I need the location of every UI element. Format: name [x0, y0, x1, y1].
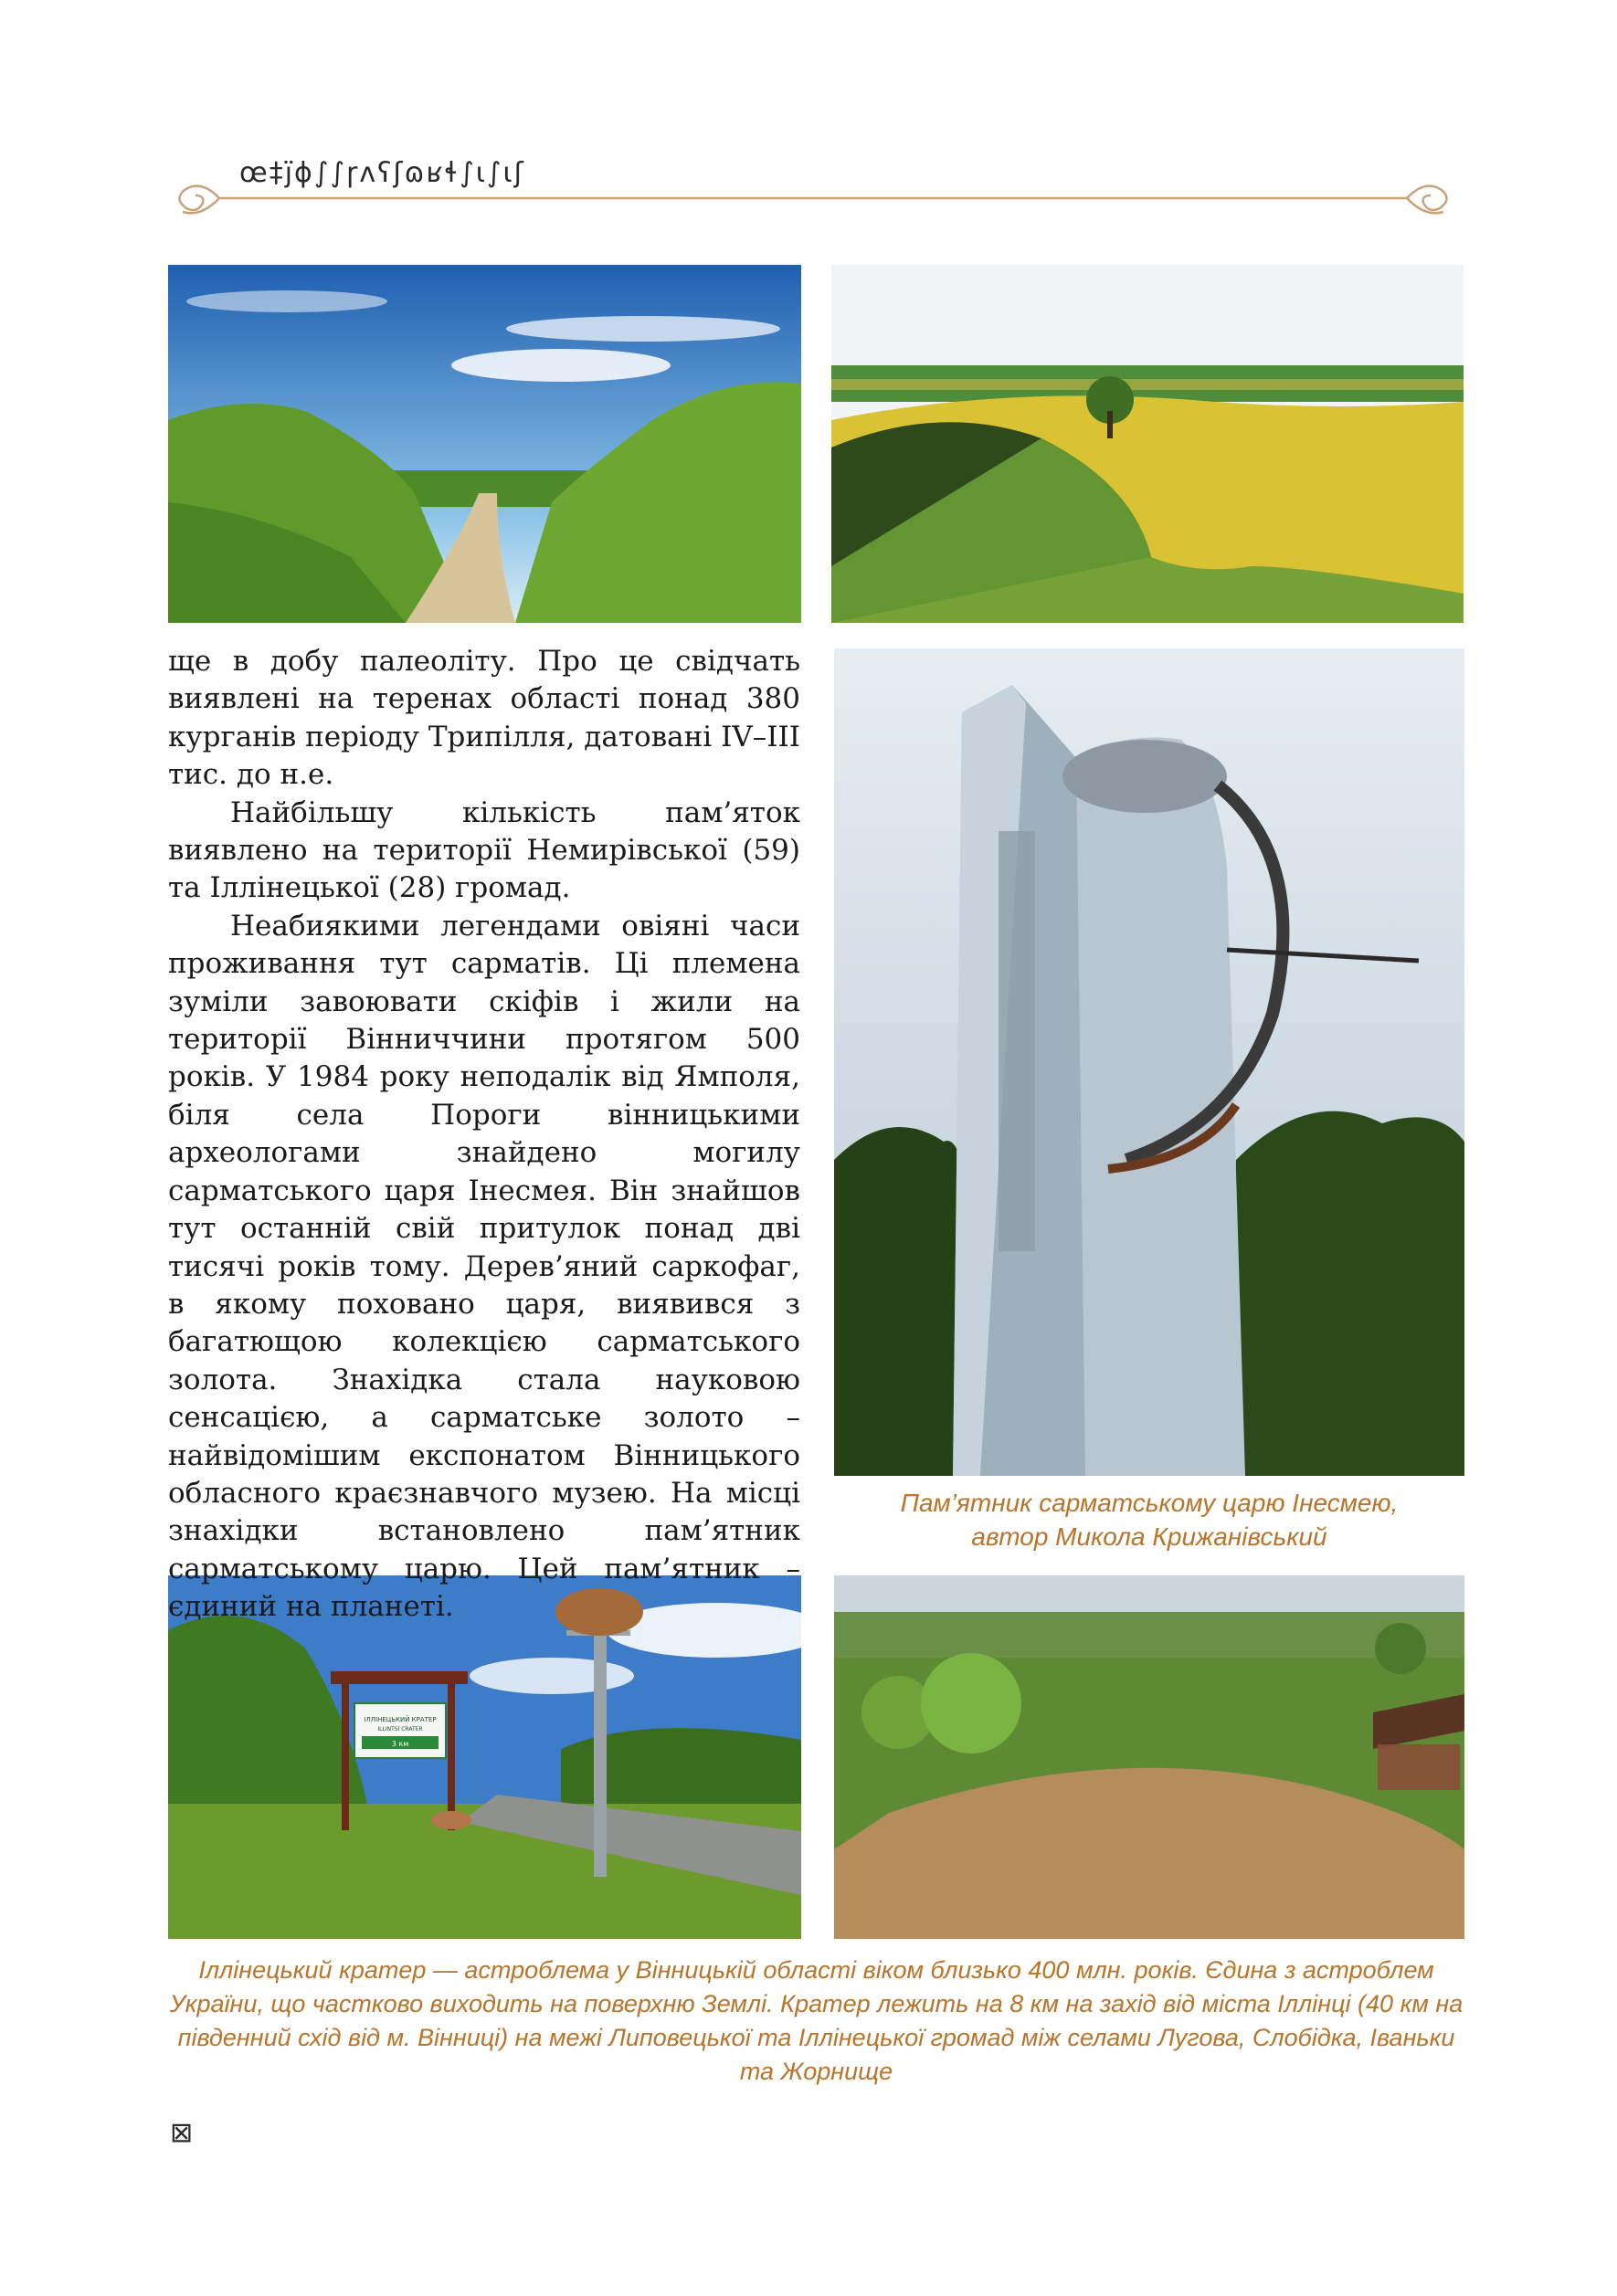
article-paragraph-1: ще в добу палеоліту. Про це свідчать виявлені на теренах області понад 380 курганів періоду Трипілля, датовані IV–III тис. до н.е.: [168, 645, 800, 792]
photo-crater: [834, 1575, 1464, 1939]
sign-line1: ІЛЛІНЕЦЬКИЙ КРАТЕР: [364, 1716, 437, 1723]
article-paragraph-2: Найбільшу кількість пам’яток виявлено на території Немирівської (59) та Іллінецької (28) громад.: [168, 795, 800, 905]
monument-caption: [834, 1486, 1464, 1553]
page-number: ⊠: [170, 2117, 194, 2149]
article-text: [168, 643, 800, 1627]
photo-monument: [834, 648, 1464, 1476]
monument-caption-line2: автор Микола Крижанівський: [971, 1522, 1327, 1551]
photo-crater-sign: [168, 1575, 801, 1939]
running-header: œ‡j̈ɸ∫∫ɼʌʕʃɷʁɬ∫ɩ∫ɩʃ: [239, 157, 525, 189]
header-ornament: [164, 172, 1462, 225]
crater-caption: Іллінецький кратер — астроблема у Вінницькій області віком близько 400 млн. років. Єдина з астроблем України, що частково виходить на поверхню Землі. Кратер лежить на 8 км на захід від міста Іллінці (40 км на південний схід від м. Вінниці) на межі Липовецької та Іллінецької громад між селами Лугова, Слобідка, Іваньки та Жорнище: [169, 1956, 1464, 2085]
sign-line2: ILLINTSI CRATER: [377, 1726, 423, 1733]
monument-caption-line1: Пам’ятник сарматському царю Інесмею,: [900, 1489, 1399, 1517]
sign-distance: 3 км: [391, 1740, 409, 1748]
photo-hills-road: [168, 265, 801, 623]
photo-yellow-field: [831, 265, 1464, 623]
article-paragraph-3: Неабиякими легендами овіяні часи проживання тут сарматів. Ці племена зуміли завоювати скіфів і жили на території Вінниччини протягом 500 років. У 1984 року неподалік від Ямполя, біля села Пороги вінницькими археологами знайдено могилу сарматського царя Інесмея. Він знайшов тут останній свій притулок понад дві тисячі років тому. Дерев’яний саркофаг, в якому поховано царя, виявився з багатющою колекцією сарматського золота. Знахідка стала науковою сенсацією, а сарматське золото – найвідомішим експонатом Вінницького обласного краєзнавчого музею. На місці знахідки встановлено пам’ятник сарматському царю. Цей пам’ятник – єдиний на планеті.: [168, 909, 800, 1624]
